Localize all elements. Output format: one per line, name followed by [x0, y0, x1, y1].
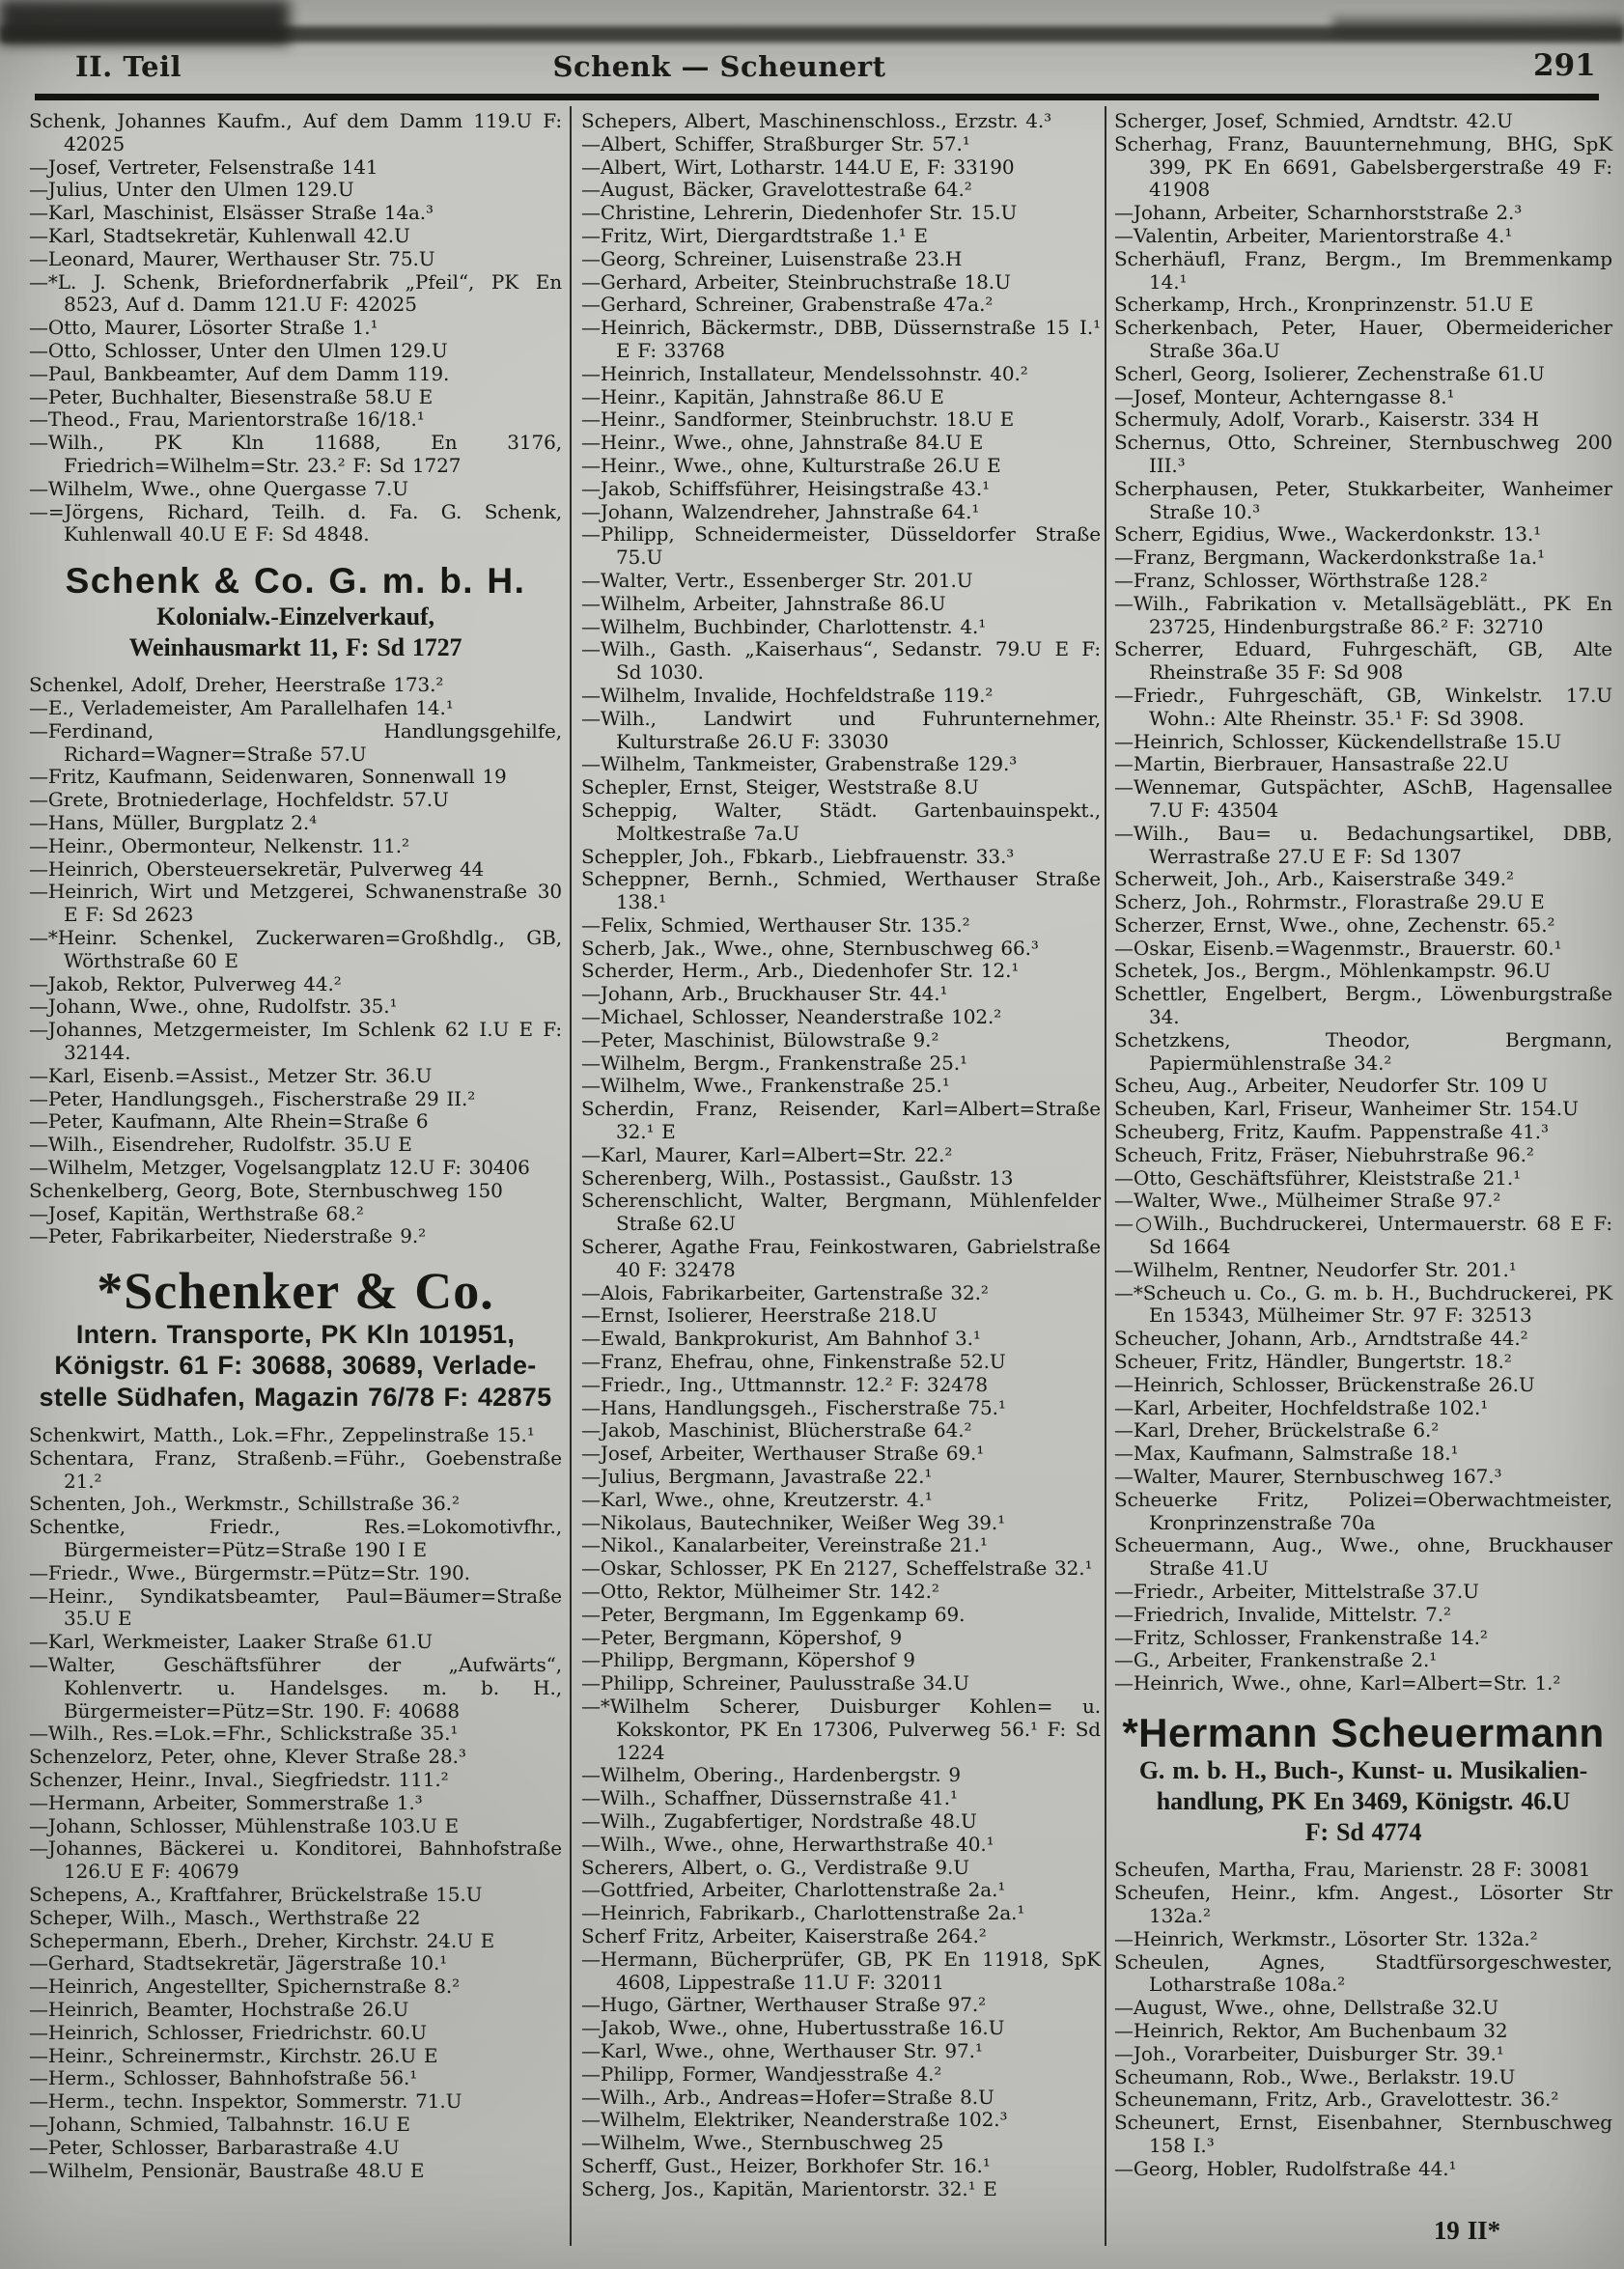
- directory-entry: —Wilh., Landwirt und Fuhrunternehmer, Kulturstraße 26.U F: 33030: [581, 706, 1101, 753]
- directory-entry: —Hermann, Bücherprüfer, GB, PK En 11918, SpK 4608, Lippestraße 11.U F: 32011: [581, 1947, 1101, 1994]
- directory-entry: Scheuermann, Aug., Wwe., ohne, Bruckhauser Straße 41.U: [1114, 1533, 1612, 1581]
- directory-entry: —Peter, Handlungsgeh., Fischerstraße 29 II.²: [29, 1086, 476, 1110]
- directory-entry: —Heinrich, Wwe., ohne, Karl=Albert=Str. 1.²: [1114, 1671, 1561, 1695]
- directory-entry: —Heinr., Kapitän, Jahnstraße 86.U E: [581, 384, 944, 408]
- directory-entry: —Ernst, Isolierer, Heerstraße 218.U: [581, 1303, 938, 1328]
- directory-entry: Scheunert, Ernst, Eisenbahner, Sternbuschweg 158 I.³: [1114, 2111, 1612, 2157]
- directory-entry: Scherhag, Franz, Bauunternehmung, BHG, SpK 399, PK En 6691, Gabelsbergerstraße 49 F: 41908: [1114, 131, 1612, 202]
- directory-entry: —Fritz, Kaufmann, Seidenwaren, Sonnenwall 19: [29, 765, 507, 789]
- directory-entry: —Jakob, Maschinist, Blücherstraße 64.²: [581, 1418, 972, 1443]
- directory-entry: —Walter, Vertr., Essenberger Str. 201.U: [581, 568, 973, 592]
- directory-entry: —Wilhelm, Invalide, Hochfeldstraße 119.²: [581, 683, 994, 707]
- directory-entry: —Joh., Vorarbeiter, Duisburger Str. 39.¹: [1114, 2041, 1504, 2065]
- directory-entry: —Albert, Schiffer, Straßburger Str. 57.¹: [581, 131, 970, 155]
- directory-entry: —Heinrich, Rektor, Am Buchenbaum 32: [1114, 2018, 1508, 2042]
- directory-entry: Scherger, Josef, Schmied, Arndtstr. 42.U: [1114, 109, 1513, 132]
- directory-entry: Scherz, Joh., Rohrmstr., Florastraße 29.U E: [1114, 890, 1545, 914]
- directory-entry: Schetek, Jos., Bergm., Möhlenkampstr. 96.U: [1114, 959, 1551, 983]
- directory-entry: —*Scheuch u. Co., G. m. b. H., Buchdruckerei, PK En 15343, Mülheimer Str. 97 F: 32513: [1114, 1280, 1612, 1328]
- text-block: [29, 110, 1612, 2255]
- directory-entry: —Julius, Unter den Ulmen 129.U: [29, 178, 354, 202]
- directory-entry: —Wilh., Zugabfertiger, Nordstraße 48.U: [581, 1808, 977, 1833]
- directory-entry: —Friedr., Ing., Uttmannstr. 12.² F: 32478: [581, 1372, 988, 1396]
- directory-entry: Scheppler, Joh., Fbkarb., Liebfrauenstr. 33.³: [581, 844, 1015, 868]
- directory-entry: Scheulen, Agnes, Stadtfürsorgeschwester, Lotharstraße 108a.²: [1114, 1949, 1612, 1997]
- directory-entry: —Nikolaus, Bautechniker, Weißer Weg 39.¹: [581, 1510, 1006, 1534]
- directory-entry: Scherer, Agathe Frau, Feinkostwaren, Gabrielstraße 40 F: 32478: [581, 1235, 1101, 1281]
- directory-entry: —Karl, Arbeiter, Hochfeldstraße 102.¹: [1114, 1395, 1489, 1419]
- directory-entry: —Felix, Schmied, Werthauser Str. 135.²: [581, 912, 970, 937]
- directory-entry: —Valentin, Arbeiter, Marientorstraße 4.¹: [1114, 223, 1513, 247]
- directory-entry: —Christine, Lehrerin, Diedenhofer Str. 15.U: [581, 201, 1018, 225]
- directory-entry: —Heinrich, Bäckermstr., DBB, Düssernstraße 15 I.¹ E F: 33768: [581, 316, 1101, 362]
- directory-entry: —Michael, Schlosser, Neanderstraße 102.²: [581, 1005, 1002, 1029]
- directory-entry: —Wilhelm, Pensionär, Baustraße 48.U E: [29, 2158, 425, 2182]
- directory-entry: —Wilhelm, Buchbinder, Charlottenstr. 4.¹: [581, 614, 987, 638]
- directory-entry: Scherr, Egidius, Wwe., Wackerdonkstr. 13.¹: [1114, 522, 1542, 546]
- directory-entry: —Heinrich, Beamter, Hochstraße 26.U: [29, 1997, 409, 2021]
- directory-entry: —Johann, Arbeiter, Scharnhorststraße 2.³: [1114, 201, 1523, 225]
- directory-entry: —Johann, Arb., Bruckhauser Str. 44.¹: [581, 982, 948, 1006]
- directory-entry: —Peter, Bergmann, Köpershof, 9: [581, 1625, 903, 1649]
- directory-entry: —Johannes, Bäckerei u. Konditorei, Bahnhofstraße 126.U E F: 40679: [29, 1836, 562, 1884]
- directory-entry: —Max, Kaufmann, Salmstraße 18.¹: [1114, 1442, 1459, 1466]
- directory-entry: —Ewald, Bankprokurist, Am Bahnhof 3.¹: [581, 1327, 981, 1351]
- directory-entry: —Peter, Fabrikarbeiter, Niederstraße 9.²: [29, 1224, 427, 1248]
- directory-entry: —Peter, Buchhalter, Biesenstraße 58.U E: [29, 384, 434, 408]
- directory-entry: —Josef, Kapitän, Werthstraße 68.²: [29, 1201, 364, 1225]
- directory-entry: Scherdin, Franz, Reisender, Karl=Albert=Straße 32.¹ E: [581, 1097, 1101, 1144]
- ad-subline: F: Sd 4774: [1304, 1817, 1422, 1846]
- directory-entry: —Franz, Ehefrau, ohne, Finkenstraße 52.U: [581, 1350, 1006, 1374]
- directory-entry: —Wilhelm, Arbeiter, Jahnstraße 86.U: [581, 591, 946, 615]
- directory-entry: —*Heinr. Schenkel, Zuckerwaren=Großhdlg., GB, Wörthstraße 60 E: [29, 926, 562, 972]
- directory-entry: —Karl, Dreher, Brückelstraße 6.²: [1114, 1418, 1440, 1443]
- column-divider-1: [570, 106, 572, 2246]
- directory-entry: —*Wilhelm Scherer, Duisburger Kohlen= u. Kokskontor, PK En 17306, Pulverweg 56.¹ F: Sd 1224: [581, 1694, 1101, 1764]
- directory-entry: —*L. J. Schenk, Briefordnerfabrik „Pfeil“, PK En 8523, Auf d. Damm 121.U F: 42025: [29, 269, 562, 317]
- ad-title: *Hermann Scheuermann: [1122, 1709, 1605, 1755]
- directory-entry: —Karl, Wwe., ohne, Kreutzerstr. 4.¹: [581, 1487, 933, 1511]
- directory-entry: —Oskar, Eisenb.=Wagenmstr., Brauerstr. 60.¹: [1114, 936, 1562, 960]
- directory-entry: —Hermann, Arbeiter, Sommerstraße 1.³: [29, 1790, 423, 1814]
- display-ad: [1120, 1711, 1607, 1847]
- header-section-label: II. Teil: [75, 50, 182, 83]
- directory-entry: Scheuer, Fritz, Händler, Bungertstr. 18.²: [1114, 1350, 1512, 1374]
- directory-entry: —Wilh., Bau= u. Bedachungsartikel, DBB, Werrastraße 27.U E F: Sd 1307: [1114, 821, 1612, 868]
- directory-entry: —Karl, Werkmeister, Laaker Straße 61.U: [29, 1630, 434, 1654]
- directory-entry: —Gottfried, Arbeiter, Charlottenstraße 2a.¹: [581, 1878, 1006, 1902]
- directory-entry: Scheuerke Fritz, Polizei=Oberwachtmeister, Kronprinzenstraße 70a: [1114, 1487, 1612, 1534]
- directory-entry: —Wilhelm, Wwe., Frankenstraße 25.¹: [581, 1074, 950, 1098]
- ad-subline: Königstr. 61 F: 30688, 30689, Verlade-: [54, 1351, 537, 1381]
- directory-entry: —Wilhelm, Elektriker, Neanderstraße 102.³: [581, 2108, 1008, 2132]
- directory-entry: —Fritz, Wirt, Diergardtstraße 1.¹ E: [581, 223, 928, 247]
- directory-entry: Schenkwirt, Matth., Lok.=Fhr., Zeppelinstraße 15.¹: [29, 1423, 535, 1447]
- directory-entry: Scheucher, Johann, Arb., Arndtstraße 44.²: [1114, 1327, 1528, 1351]
- ad-title: Schenk & Co. G. m. b. H.: [65, 561, 526, 602]
- directory-entry: —Walter, Wwe., Mülheimer Straße 97.²: [1114, 1189, 1501, 1213]
- directory-entry: —Paul, Bankbeamter, Auf dem Damm 119.: [29, 361, 450, 385]
- column-3: [1114, 110, 1612, 2247]
- directory-entry: —Wilh., Gasth. „Kaiserhaus“, Sedanstr. 79.U E F: Sd 1030.: [581, 637, 1101, 685]
- directory-entry: —Philipp, Former, Wandjesstraße 4.²: [581, 2061, 942, 2086]
- directory-entry: Scheumann, Rob., Wwe., Berlakstr. 19.U: [1114, 2064, 1516, 2088]
- directory-entry: Schentke, Friedr., Res.=Lokomotivfhr., Bürgermeister=Pütz=Straße 190 I E: [29, 1515, 562, 1562]
- directory-entry: Schetzkens, Theodor, Bergmann, Papiermühlenstraße 34.²: [1114, 1027, 1612, 1075]
- directory-entry: —○Wilh., Buchdruckerei, Untermauerstr. 68 E F: Sd 1664: [1114, 1212, 1612, 1259]
- ad-title: *Schenker & Co.: [97, 1262, 494, 1321]
- directory-entry: Scheufen, Martha, Frau, Marienstr. 28 F: 30081: [1114, 1858, 1591, 1882]
- directory-entry: Scherzer, Ernst, Wwe., ohne, Zechenstr. 65.²: [1114, 912, 1555, 937]
- directory-entry: —Wilh., Eisendreher, Rudolfstr. 35.U E: [29, 1133, 412, 1157]
- directory-entry: —Peter, Bergmann, Im Eggenkamp 69.: [581, 1602, 966, 1626]
- directory-entry: —Johann, Wwe., ohne, Rudolfstr. 35.¹: [29, 994, 398, 1019]
- directory-entry: Scherder, Herm., Arb., Diedenhofer Str. 12.¹: [581, 959, 1020, 983]
- directory-entry: —Wennemar, Gutspächter, ASchB, Hagensallee 7.U F: 43504: [1114, 775, 1612, 822]
- directory-entry: Scheppig, Walter, Städt. Gartenbauinspekt., Moltkestraße 7a.U: [581, 798, 1101, 845]
- ad-subline: handlung, PK En 3469, Königstr. 46.U: [1156, 1786, 1571, 1815]
- directory-entry: —Peter, Schlosser, Barbarastraße 4.U: [29, 2135, 400, 2159]
- directory-entry: —Wilh., Fabrikation v. Metallsägeblätt., PK En 23725, Hindenburgstraße 86.² F: 32710: [1114, 591, 1612, 638]
- directory-entry: —Hans, Handlungsgeh., Fischerstraße 75.¹: [581, 1395, 1006, 1419]
- directory-entry: —Karl, Maschinist, Elsässer Straße 14a.³: [29, 201, 434, 225]
- directory-entry: Schenten, Joh., Werkmstr., Schillstraße 36.²: [29, 1492, 460, 1516]
- directory-entry: —Herm., Schlosser, Bahnhofstraße 56.¹: [29, 2066, 418, 2090]
- directory-entry: Schermuly, Adolf, Vorarb., Kaiserstr. 334 H: [1114, 407, 1539, 432]
- directory-entry: Scherhäufl, Franz, Bergm., Im Bremmenkamp 14.¹: [1114, 246, 1612, 294]
- directory-entry: Scherl, Georg, Isolierer, Zechenstraße 61.U: [1114, 361, 1545, 385]
- scan-artifact-top-right: [1332, 17, 1624, 35]
- directory-entry: —Otto, Rektor, Mülheimer Str. 142.²: [581, 1580, 939, 1603]
- directory-entry: —Oskar, Schlosser, PK En 2127, Scheffelstraße 32.¹: [581, 1556, 1093, 1581]
- column-1: [29, 110, 562, 2182]
- directory-entry: —Franz, Schlosser, Wörthstraße 128.²: [1114, 568, 1488, 592]
- directory-entry: —Herm., techn. Inspektor, Sommerstr. 71.U: [29, 2089, 462, 2114]
- directory-entry: —Gerhard, Stadtsekretär, Jägerstraße 10.¹: [29, 1951, 448, 1975]
- directory-entry: —Philipp, Bergmann, Köpershof 9: [581, 1648, 915, 1672]
- directory-entry: Scherkamp, Hrch., Kronprinzenstr. 51.U E: [1114, 293, 1534, 317]
- ad-subline: Intern. Transporte, PK Kln 101951,: [75, 1319, 516, 1349]
- directory-entry: —=Jörgens, Richard, Teilh. d. Fa. G. Schenk, Kuhlenwall 40.U E F: Sd 4848.: [29, 499, 562, 546]
- directory-entry: —Heinrich, Angestellter, Spichernstraße 8.²: [29, 1975, 461, 1999]
- directory-entry: —Heinr., Wwe., ohne, Jahnstraße 84.U E: [581, 431, 984, 455]
- directory-entry: Scheper, Wilh., Masch., Werthstraße 22: [29, 1905, 421, 1929]
- directory-entry: —Ferdinand, Handlungsgehilfe, Richard=Wagner=Straße 57.U: [29, 718, 562, 766]
- footer-page-mark: 19 II*: [1433, 2216, 1500, 2246]
- directory-entry: Schenk, Johannes Kaufm., Auf dem Damm 119.U F: 42025: [29, 109, 562, 155]
- directory-entry: —Heinrich, Wirt und Metzgerei, Schwanenstraße 30 E F: Sd 2623: [29, 880, 562, 927]
- directory-entry: —Karl, Wwe., ohne, Werthauser Str. 97.¹: [581, 2038, 983, 2062]
- directory-entry: Schettler, Engelbert, Bergm., Löwenburgstraße 34.: [1114, 982, 1612, 1029]
- directory-entry: Scheunemann, Fritz, Arb., Gravelottestr. 36.²: [1114, 2087, 1559, 2112]
- directory-entry: Scheuch, Fritz, Fräser, Niebuhrstraße 96.²: [1114, 1142, 1534, 1166]
- directory-entry: —Heinr., Sandformer, Steinbruchstr. 18.U E: [581, 407, 1015, 432]
- directory-entry: —Philipp, Schneidermeister, Düsseldorfer Straße 75.U: [581, 522, 1101, 570]
- directory-entry: Schenkelberg, Georg, Bote, Sternbuschweg 150: [29, 1178, 503, 1202]
- directory-entry: —Georg, Hobler, Rudolfstraße 44.¹: [1114, 2156, 1457, 2180]
- display-ad: [35, 1264, 556, 1413]
- directory-entry: —Wilhelm, Metzger, Vogelsangplatz 12.U F: 30406: [29, 1156, 530, 1179]
- directory-entry: —Otto, Maurer, Lösorter Straße 1.¹: [29, 316, 378, 340]
- directory-entry: —Karl, Eisenb.=Assist., Metzer Str. 36.U: [29, 1063, 433, 1087]
- directory-entry: —Friedrich, Invalide, Mittelstr. 7.²: [1114, 1602, 1451, 1626]
- directory-entry: Schepens, A., Kraftfahrer, Brückelstraße 15.U: [29, 1882, 483, 1906]
- directory-entry: —Otto, Schlosser, Unter den Ulmen 129.U: [29, 338, 448, 362]
- directory-entry: Scheuberg, Fritz, Kaufm. Pappenstraße 41.³: [1114, 1120, 1549, 1144]
- display-ad: [35, 562, 556, 662]
- directory-entry: Scherenberg, Wilh., Postassist., Gaußstr. 13: [581, 1165, 1014, 1190]
- directory-entry: —Heinrich, Obersteuersekretär, Pulverweg 44: [29, 856, 485, 881]
- directory-entry: Scherrer, Eduard, Fuhrgeschäft, GB, Alte Rheinstraße 35 F: Sd 908: [1114, 637, 1612, 685]
- directory-entry: —Nikol., Kanalarbeiter, Vereinstraße 21.¹: [581, 1533, 988, 1557]
- column-2: [581, 110, 1101, 2201]
- directory-entry: —Heinrich, Schlosser, Kückendellstraße 15.U: [1114, 729, 1562, 753]
- directory-entry: —Friedr., Arbeiter, Mittelstraße 37.U: [1114, 1580, 1479, 1603]
- directory-entry: —Johann, Schlosser, Mühlenstraße 103.U E: [29, 1813, 460, 1837]
- header-title: Schenk — Scheunert: [552, 50, 886, 83]
- directory-entry: —Hugo, Gärtner, Werthauser Straße 97.²: [581, 1993, 987, 2017]
- directory-entry: —Walter, Maurer, Sternbuschweg 167.³: [1114, 1465, 1502, 1489]
- directory-entry: —Wilhelm, Wwe., Sternbuschweg 25: [581, 2131, 944, 2155]
- directory-entry: —Fritz, Schlosser, Frankenstraße 14.²: [1114, 1625, 1488, 1649]
- directory-entry: Schepler, Ernst, Steiger, Weststraße 8.U: [581, 775, 979, 799]
- directory-entry: —Johann, Walzendreher, Jahnstraße 64.¹: [581, 499, 980, 523]
- directory-entry: —Josef, Arbeiter, Werthauser Straße 69.¹: [581, 1442, 985, 1466]
- directory-entry: —Heinr., Wwe., ohne, Kulturstraße 26.U E: [581, 453, 1001, 477]
- column-divider-2: [1105, 106, 1106, 2246]
- directory-entry: —Theod., Frau, Marientorstraße 16/18.¹: [29, 407, 425, 432]
- directory-entry: —Hans, Müller, Burgplatz 2.⁴: [29, 811, 318, 835]
- directory-entry: Scheufen, Heinr., kfm. Angest., Lösorter Str 132a.²: [1114, 1881, 1612, 1927]
- directory-entry: —G., Arbeiter, Frankenstraße 2.¹: [1114, 1648, 1438, 1672]
- ad-subline: Weinhausmarkt 11, F: Sd 1727: [128, 632, 462, 661]
- directory-entry: —Johannes, Metzgermeister, Im Schlenk 62 I.U E F: 32144.: [29, 1018, 562, 1065]
- directory-entry: Scheppner, Bernh., Schmied, Werthauser Straße 138.¹: [581, 867, 1101, 914]
- directory-entry: —Philipp, Schreiner, Paulusstraße 34.U: [581, 1671, 969, 1695]
- directory-entry: —Friedr., Fuhrgeschäft, GB, Winkelstr. 17.U Wohn.: Alte Rheinstr. 35.¹ F: Sd 3908.: [1114, 683, 1612, 730]
- directory-entry: —Peter, Maschinist, Bülowstraße 9.²: [581, 1027, 939, 1051]
- directory-entry: Schenzelorz, Peter, ohne, Klever Straße 28.³: [29, 1745, 466, 1769]
- directory-entry: Scherb, Jak., Wwe., ohne, Sternbuschweg 66.³: [581, 936, 1039, 960]
- directory-entry: —Alois, Fabrikarbeiter, Gartenstraße 32.²: [581, 1280, 989, 1304]
- directory-entry: Scheu, Aug., Arbeiter, Neudorfer Str. 109 U: [1114, 1074, 1549, 1098]
- directory-entry: Schenkel, Adolf, Dreher, Heerstraße 173.²: [29, 673, 444, 697]
- directory-entry: —Otto, Geschäftsführer, Kleiststraße 21.¹: [1114, 1165, 1522, 1190]
- directory-entry: —Wilhelm, Tankmeister, Grabenstraße 129.³: [581, 752, 1018, 776]
- directory-entry: Scherg, Jos., Kapitän, Marientorstr. 32.¹ E: [581, 2176, 997, 2200]
- directory-entry: —Wilhelm, Wwe., ohne Quergasse 7.U: [29, 476, 409, 500]
- directory-entry: —Albert, Wirt, Lotharstr. 144.U E, F: 33190: [581, 154, 1015, 179]
- directory-entry: —Wilh., Arb., Andreas=Hofer=Straße 8.U: [581, 2085, 994, 2109]
- directory-entry: Scheuben, Karl, Friseur, Wanheimer Str. 154.U: [1114, 1097, 1579, 1121]
- directory-entry: —Gerhard, Schreiner, Grabenstraße 47a.²: [581, 293, 994, 317]
- ad-subline: G. m. b. H., Buch-, Kunst- u. Musikalien-: [1138, 1756, 1588, 1785]
- directory-entry: —Wilh., Schaffner, Düssernstraße 41.¹: [581, 1786, 958, 1810]
- directory-entry: —Peter, Kaufmann, Alte Rhein=Straße 6: [29, 1109, 429, 1134]
- directory-entry: —Wilhelm, Obering., Hardenbergstr. 9: [581, 1763, 961, 1787]
- directory-entry: Scherff, Gust., Heizer, Borkhofer Str. 16.¹: [581, 2153, 991, 2177]
- directory-entry: Scherphausen, Peter, Stukkarbeiter, Wanheimer Straße 10.³: [1114, 476, 1612, 523]
- ad-subline: Kolonialw.-Einzelverkauf,: [156, 602, 434, 630]
- directory-entry: —E., Verlademeister, Am Parallelhafen 14.¹: [29, 696, 454, 720]
- directory-entry: —Wilh., Wwe., ohne, Herwarthstraße 40.¹: [581, 1832, 994, 1856]
- directory-entry: —Wilh., PK Kln 11688, En 3176, Friedrich=Wilhelm=Str. 23.² F: Sd 1727: [29, 431, 562, 477]
- directory-entry: —Heinrich, Schlosser, Brückenstraße 26.U: [1114, 1372, 1535, 1396]
- directory-entry: —Franz, Bergmann, Wackerdonkstraße 1a.¹: [1114, 546, 1546, 570]
- directory-entry: —Heinrich, Schlosser, Friedrichstr. 60.U: [29, 2020, 428, 2044]
- directory-entry: —August, Bäcker, Gravelottestraße 64.²: [581, 178, 972, 202]
- directory-entry: Scherkenbach, Peter, Hauer, Obermeidericher Straße 36a.U: [1114, 316, 1612, 362]
- header-rule: [35, 94, 1599, 100]
- directory-entry: —Jakob, Schiffsführer, Heisingstraße 43.¹: [581, 476, 991, 500]
- directory-entry: —Heinr., Syndikatsbeamter, Paul=Bäumer=Straße 35.U E: [29, 1583, 562, 1631]
- directory-entry: Schentara, Franz, Straßenb.=Führ., Goebenstraße 21.²: [29, 1445, 562, 1493]
- directory-entry: Schernus, Otto, Schreiner, Sternbuschweg 200 III.³: [1114, 431, 1612, 477]
- directory-entry: —Grete, Brotniederlage, Hochfeldstr. 57.U: [29, 788, 449, 812]
- directory-entry: —Johann, Schmied, Talbahnstr. 16.U E: [29, 2112, 410, 2136]
- directory-entry: —Heinrich, Fabrikarb., Charlottenstraße 2a.¹: [581, 1901, 1025, 1925]
- directory-entry: —Heinrich, Werkmstr., Lösorter Str. 132a.²: [1114, 1926, 1538, 1950]
- directory-entry: —Gerhard, Arbeiter, Steinbruchstraße 18.U: [581, 269, 1011, 294]
- directory-entry: —Josef, Monteur, Achterngasse 8.¹: [1114, 384, 1455, 408]
- directory-entry: —Heinrich, Installateur, Mendelssohnstr. 40.²: [581, 361, 1028, 385]
- directory-entry: —Leonard, Maurer, Werthauser Str. 75.U: [29, 246, 435, 270]
- directory-entry: —Wilhelm, Bergm., Frankenstraße 25.¹: [581, 1050, 967, 1075]
- directory-entry: —Wilhelm, Rentner, Neudorfer Str. 201.¹: [1114, 1257, 1517, 1281]
- ad-subline: stelle Südhafen, Magazin 76/78 F: 42875: [39, 1382, 552, 1412]
- directory-entry: —Jakob, Wwe., ohne, Hubertusstraße 16.U: [581, 2016, 1005, 2040]
- directory-entry: Scherf Fritz, Arbeiter, Kaiserstraße 264.²: [581, 1923, 987, 1947]
- directory-entry: —Walter, Geschäftsführer der „Aufwärts“, Kohlenvertr. u. Handelsges. m. b. H., Bürgermeister=Pütz=Str. 190. F: 40688: [29, 1653, 562, 1723]
- directory-entry: Scherers, Albert, o. G., Verdistraße 9.U: [581, 1855, 970, 1879]
- directory-entry: Scherenschlicht, Walter, Bergmann, Mühlenfelder Straße 62.U: [581, 1189, 1101, 1236]
- directory-entry: —Karl, Stadtsekretär, Kuhlenwall 42.U: [29, 223, 410, 247]
- directory-entry: —Wilh., Res.=Lok.=Fhr., Schlickstraße 35.¹: [29, 1722, 459, 1746]
- directory-entry: —Georg, Schreiner, Luisenstraße 23.H: [581, 246, 963, 270]
- directory-entry: —Josef, Vertreter, Felsenstraße 141: [29, 154, 378, 179]
- directory-entry: Scherweit, Joh., Arb., Kaiserstraße 349.²: [1114, 867, 1514, 891]
- directory-entry: Schepers, Albert, Maschinenschloss., Erzstr. 4.³: [581, 109, 1052, 132]
- directory-entry: —Karl, Maurer, Karl=Albert=Str. 22.²: [581, 1142, 953, 1166]
- directory-entry: —August, Wwe., ohne, Dellstraße 32.U: [1114, 1996, 1499, 2020]
- directory-entry: Schepermann, Eberh., Dreher, Kirchstr. 24.U E: [29, 1928, 495, 1952]
- directory-entry: —Heinr., Obermonteur, Nelkenstr. 11.²: [29, 833, 409, 857]
- directory-entry: —Friedr., Wwe., Bürgermstr.=Pütz=Str. 190.: [29, 1560, 470, 1584]
- directory-entry: —Julius, Bergmann, Javastraße 22.¹: [581, 1465, 933, 1489]
- directory-entry: Schenzer, Heinr., Inval., Siegfriedstr. 111.²: [29, 1768, 449, 1791]
- directory-entry: —Martin, Bierbrauer, Hansastraße 22.U: [1114, 752, 1509, 776]
- directory-entry: —Heinr., Schreinermstr., Kirchstr. 26.U E: [29, 2043, 438, 2067]
- directory-entry: —Jakob, Rektor, Pulverweg 44.²: [29, 971, 342, 995]
- header-page-number: 291: [1533, 48, 1596, 83]
